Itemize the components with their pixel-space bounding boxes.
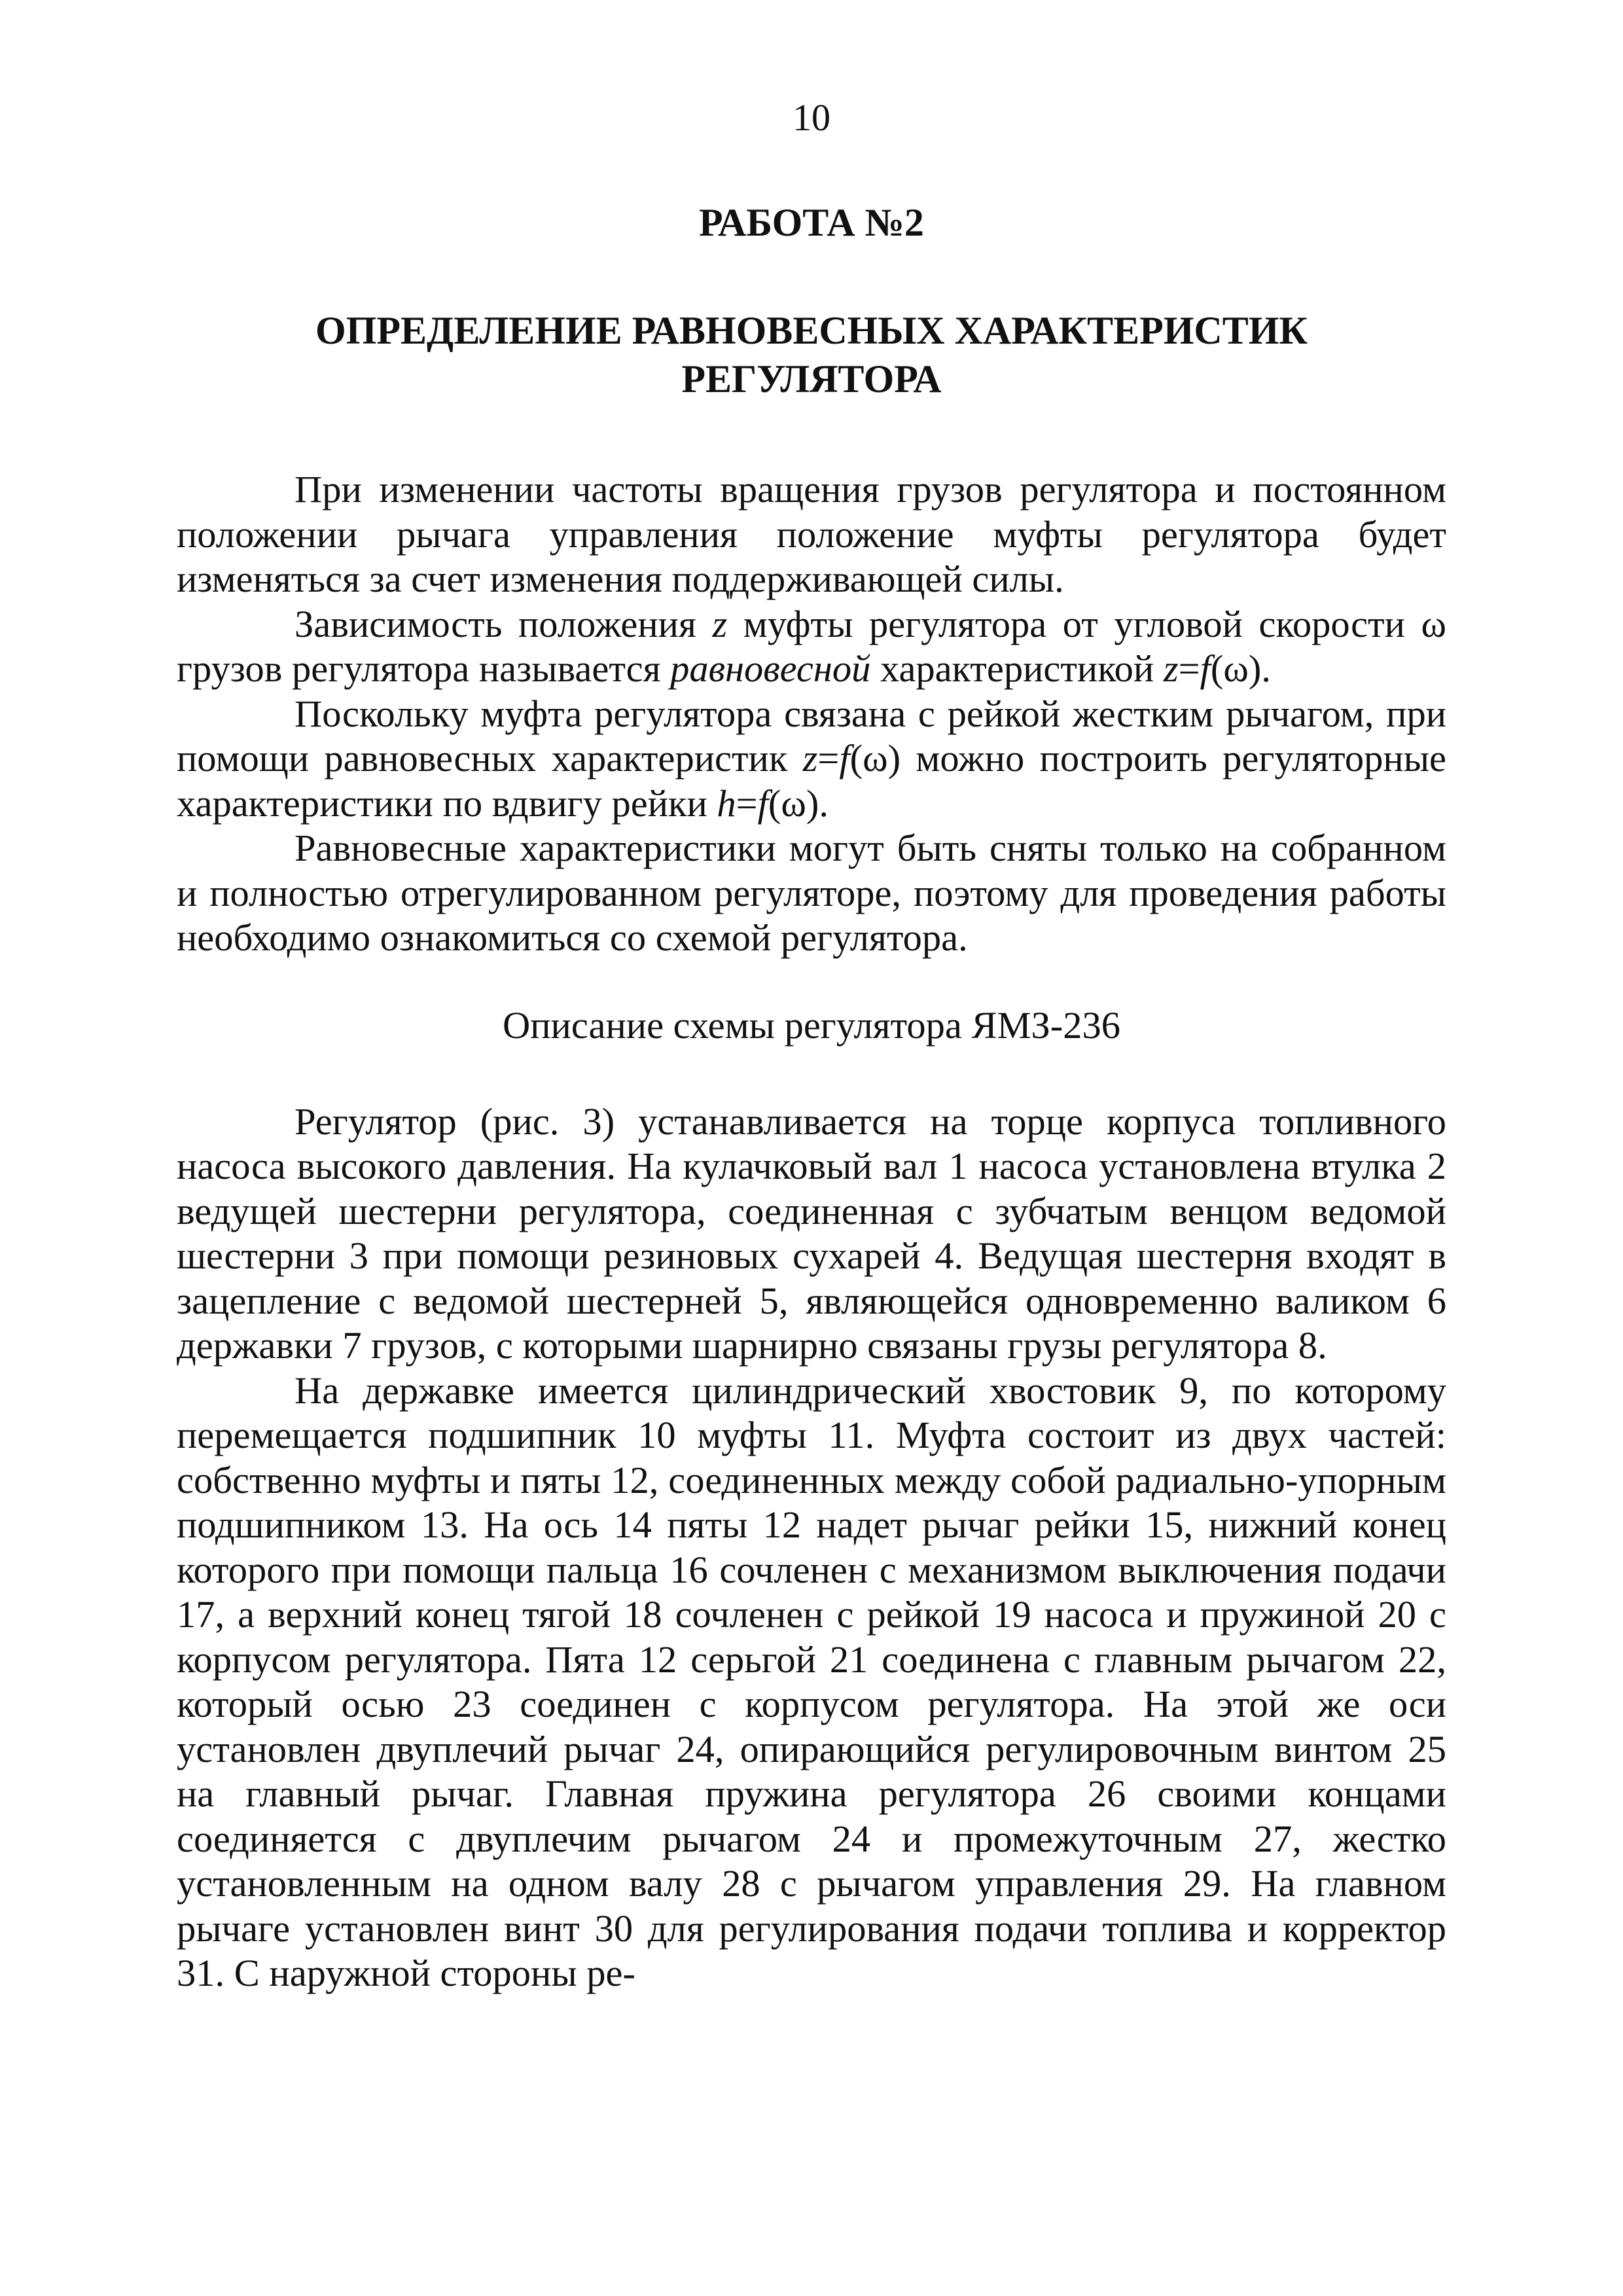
text-run: муфты регулятора от угловой скорости ω грузов регулятора называется [177,602,1446,690]
description-section [177,1100,1446,1996]
formula-var-z: z [1163,647,1179,690]
text-run: Зависимость положения [294,602,713,645]
page-number: 10 [793,96,830,139]
intro-section [177,467,1446,961]
intro-paragraph-3 [177,692,1446,827]
description-paragraph-1: Регулятор (рис. 3) устанавливается на торце корпуса топливного насоса высокого давления. На кулачковый вал 1 насоса установлена втулка 2 ведущей шестерни регулятора, соединенная с зубчатым венцом ведомой шестерни 3 при помощи резиновых сухарей 4. Ведущая шестерня входят в зацепление с ведомой шестерней 5, являющейся одновременно валиком 6 державки 7 грузов, с которыми шарнирно связаны грузы регулятора 8. [177,1100,1446,1367]
formula-var-z: z [802,737,818,780]
formula-argument: (ω). [768,781,829,825]
main-title-line-1: ОПРЕДЕЛЕНИЕ РАВНОВЕСНЫХ ХАРАКТЕРИСТИК [315,309,1308,352]
formula-func-f: f [839,737,850,780]
section-heading: Описание схемы регулятора ЯМЗ-236 [502,1003,1121,1047]
intro-paragraph-4: Равновесные характеристики могут быть сняты только на собранном и полностью отрегулированном регуляторе, поэтому для проведения работы необходимо ознакомиться со схемой регулятора. [177,827,1446,959]
main-title [177,306,1446,403]
document-page [177,92,1446,1996]
work-title: РАБОТА №2 [699,201,924,244]
formula-argument: (ω) [849,737,901,780]
formula-equals: = [817,737,840,780]
variable-z: z [712,602,728,645]
text-run: можно построить регуляторные характеристики по вдвигу рейки [177,737,1446,825]
intro-paragraph-2 [177,602,1446,692]
formula-argument: (ω). [1210,647,1271,690]
formula-equals: = [1178,647,1200,690]
formula-var-h: h [717,781,736,825]
text-run: характеристикой [870,647,1164,690]
intro-paragraph-1: При изменении частоты вращения грузов регулятора и постоянном положении рычага управления положение муфты регулятора будет изменяться за счет изменения поддерживающей силы. [177,468,1446,600]
term-equilibrium: равновесной [670,647,871,690]
formula-equals: = [736,781,758,825]
formula-func-f: f [1200,647,1211,690]
text-run: Поскольку муфта регулятора связана с рейкой жестким рычагом, при помощи равновесных характеристик [177,692,1446,780]
description-paragraph-2: На державке имеется цилиндрический хвостовик 9, по которому перемещается подшипник 10 муфты 11. Муфта состоит из двух частей: собственно муфты и пяты 12, соединенных между собой радиально-упорным подшипником 13. На ось 14 пяты 12 надет рычаг рейки 15, нижний конец которого при помощи пальца 16 сочленен с механизмом выключения подачи 17, а верхний конец тягой 18 сочленен с рейкой 19 насоса и пружиной 20 с корпусом регулятора. Пята 12 серьгой 21 соединена с главным рычагом 22, который осью 23 соединен с корпусом регулятора. На этой же оси установлен двуплечий рычаг 24, опирающийся регулировочным винтом 25 на главный рычаг. Главная пружина регулятора 26 своими концами соединяется с двуплечим рычагом 24 и промежуточным 27, жестко установленным на одном валу 28 с рычагом управления 29. На главном рычаге установлен винт 30 для регулирования подачи топлива и корректор 31. С наружной стороны ре- [177,1369,1446,1994]
main-title-line-2: РЕГУЛЯТОРА [681,357,942,401]
formula-func-f: f [757,781,768,825]
